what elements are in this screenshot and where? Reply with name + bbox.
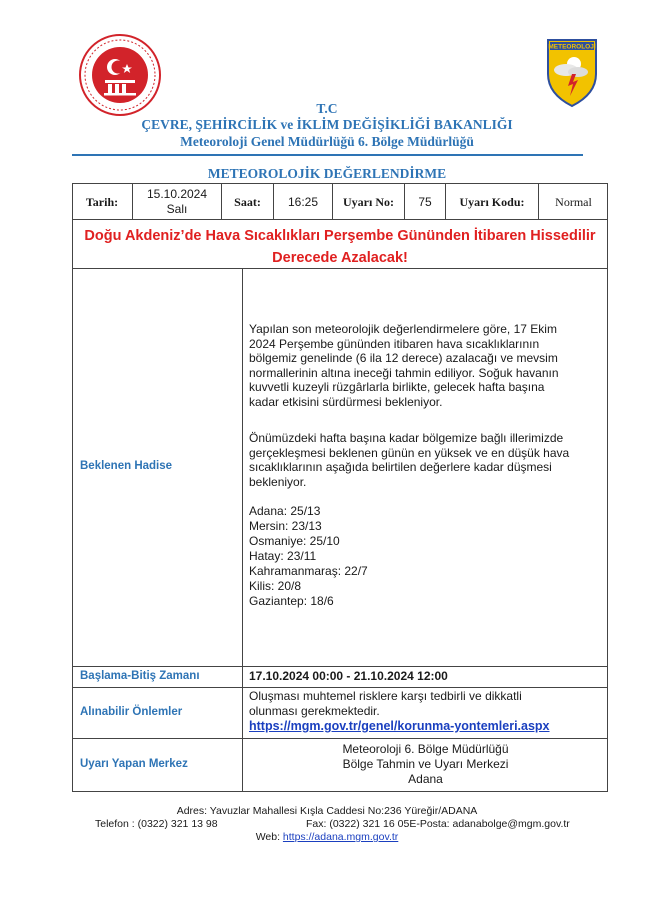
city-forecast: Osmaniye: 25/10 [249, 534, 340, 548]
text-line: Yapılan son meteorolojik değerlendirmelere göre, 17 Ekim [249, 322, 557, 336]
event-paragraph-1 [249, 322, 602, 409]
footer-web [0, 831, 654, 843]
city-forecast: Adana: 25/13 [249, 504, 321, 518]
city-forecast: Hatay: 23/11 [249, 549, 317, 563]
text-line: kuvvetli kuzeyli rüzgârlarla birlikte, gelecek hafta başına [249, 380, 545, 394]
text-line: normallerinin altına ineceği tahmin ediliyor. Soğuk havanın [249, 365, 559, 380]
city-forecast: Gaziantep: 18/6 [249, 594, 334, 608]
date-label: Tarih: [85, 195, 119, 209]
row-divider [72, 738, 608, 739]
issuing-center-label: Uyarı Yapan Merkez [80, 758, 188, 770]
city-forecast: Mersin: 23/13 [249, 519, 322, 533]
text-line: Önümüzdeki hafta başına kadar bölgemize bağlı illerimizde [249, 431, 564, 445]
city-forecast: Kahramanmaraş: 22/7 [249, 564, 368, 578]
header-ministry: ÇEVRE, ŞEHİRCİLİK ve İKLİM DEĞİŞİKLİĞİ BAKANLIĞI [141, 117, 513, 132]
text-line: 2024 Perşembe gününden itibaren hava sıcaklıklarının [249, 336, 540, 351]
row-divider [72, 268, 608, 269]
center-line3: Adana [408, 772, 443, 786]
text-line: bölgemiz genelinde (6 ila 12 derece) azalacağı ve mevsim [249, 351, 558, 365]
headline-line2: Derecede Azalacak! [272, 250, 408, 266]
footer-web-link[interactable]: https://adana.mgm.gov.tr [282, 831, 399, 843]
row-divider [72, 666, 608, 667]
warning-code-label: Uyarı Kodu: [459, 195, 525, 209]
measures-label: Alınabilir Önlemler [80, 706, 183, 718]
period-value: 17.10.2024 00:00 - 21.10.2024 12:00 [249, 669, 448, 683]
period-label: Başlama-Bitiş Zamanı [80, 670, 200, 682]
headline-line1: Doğu Akdeniz’de Hava Sıcaklıkları Perşembe Gününden İtibaren Hissedilir [84, 228, 596, 244]
day-value: Salı [166, 202, 188, 216]
logo-label: METEOROLOJİ [548, 43, 596, 51]
date-value: 15.10.2024 [146, 187, 208, 201]
footer-phone: Telefon : (0322) 321 13 98 [95, 818, 218, 830]
col-divider [242, 268, 243, 792]
footer-address: Adres: Yavuzlar Mahallesi Kışla Caddesi No:236 Yüreğir/ADANA [176, 805, 478, 817]
warning-code-value: Normal [555, 195, 592, 209]
safety-measures-link[interactable]: https://mgm.gov.tr/genel/korunma-yontemleri.aspx [249, 719, 550, 733]
time-label: Saat: [234, 195, 261, 209]
time-value: 16:25 [287, 195, 319, 209]
event-paragraph-2 [249, 431, 602, 489]
text-line: bekleniyor. [249, 474, 307, 489]
row-divider [72, 219, 608, 220]
footer-fax-email: Fax: (0322) 321 16 05E-Posta: adanabolge@mgm.gov.tr [306, 818, 570, 830]
expected-event-label: Beklenen Hadise [80, 460, 173, 472]
center-line1: Meteoroloji 6. Bölge Müdürlüğü [342, 742, 509, 756]
footer-web-label: Web: [255, 831, 283, 843]
text-line: sıcaklıklarının aşağıda belirtilen değerlere kadar düşmesi [249, 460, 552, 474]
meteorology-shield-logo [544, 36, 600, 108]
text-line: gerçekleşmesi beklenen günün en yüksek ve en düşük hava [249, 445, 570, 460]
warning-number-value: 75 [418, 195, 432, 209]
measures-line2: olunması gerekmektedir. [249, 704, 380, 718]
header-directorate: Meteoroloji Genel Müdürlüğü 6. Bölge Müdürlüğü [180, 134, 474, 149]
header-separator [72, 154, 583, 156]
header-tc: T.C [316, 101, 338, 116]
row-divider [72, 687, 608, 688]
text-line: kadar etkisini sürdürmesi bekleniyor. [249, 394, 443, 409]
city-forecast: Kilis: 20/8 [249, 579, 302, 593]
warning-number-label: Uyarı No: [343, 195, 394, 209]
center-line2: Bölge Tahmin ve Uyarı Merkezi [342, 757, 509, 771]
measures-line1: Oluşması muhtemel risklere karşı tedbirli ve dikkatli [249, 689, 522, 703]
document-title: METEOROLOJİK DEĞERLENDİRME [207, 166, 447, 181]
